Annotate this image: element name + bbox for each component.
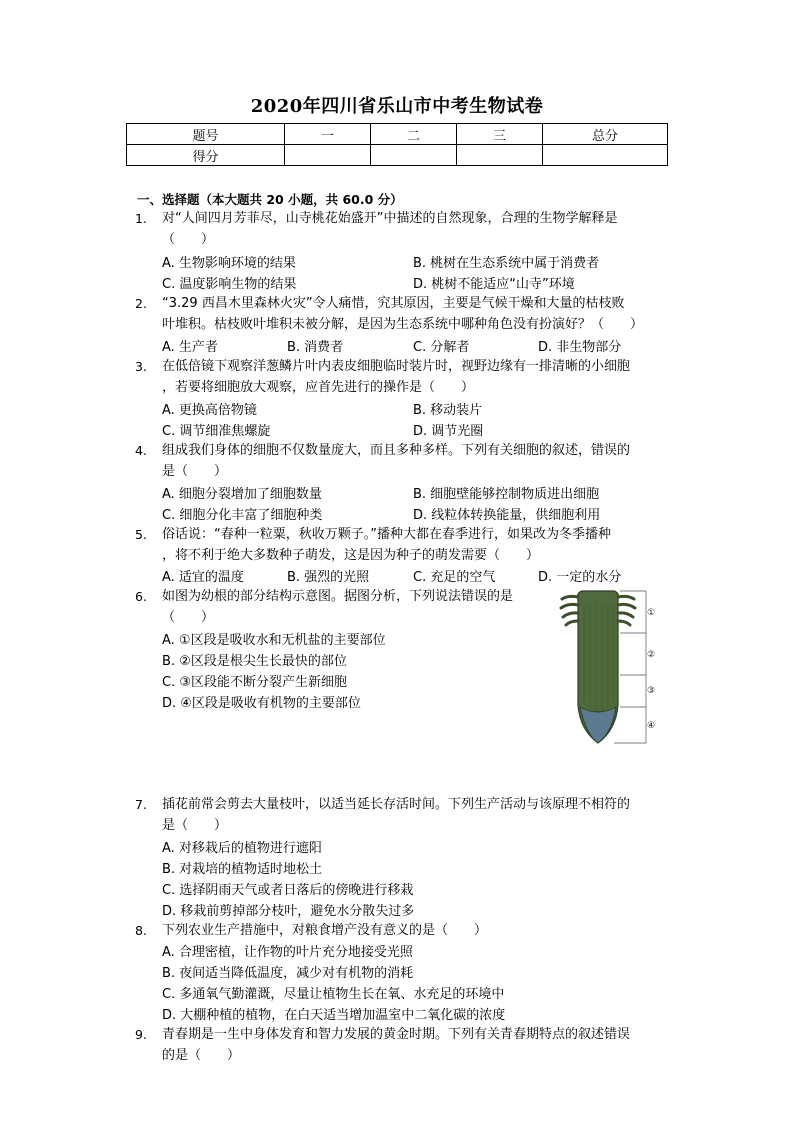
score-header-row — [127, 124, 668, 145]
root-cap-shape — [580, 707, 616, 743]
option-b[interactable]: B. ②区段是根尖生长最快的部位 — [162, 654, 347, 669]
header-cell-one: 一 — [285, 124, 371, 145]
exam-title: 2020年四川省乐山市中考生物试卷 — [250, 96, 544, 117]
option-b[interactable]: B. 移动装片 — [413, 403, 483, 418]
question-text-line: ，将不利于绝大多数种子萌发，这是因为种子的萌发需要（ ） — [162, 548, 540, 563]
option-c[interactable]: C. 温度影响生物的结果 — [162, 277, 297, 292]
question-text-line: 俗话说：“春种一粒粟，秋收万颗子。”播种大都在春季进行，如果改为冬季播种 — [162, 527, 611, 542]
option-c[interactable]: C. 充足的空气 — [413, 570, 496, 585]
option-a[interactable]: A. 合理密植，让作物的叶片充分地接受光照 — [162, 945, 413, 960]
option-a[interactable]: A. 适宜的温度 — [162, 570, 244, 585]
question-text-line: 下列农业生产措施中，对粮食增产没有意义的是（ ） — [162, 923, 488, 938]
question-text-line: 青春期是一生中身体发育和智力发展的黄金时期。下列有关青春期特点的叙述错误 — [162, 1027, 631, 1042]
question-text-line: 插花前常会剪去大量枝叶，以适当延长存活时间。下列生产活动与该原理不相符的 — [162, 797, 631, 812]
option-b[interactable]: B. 细胞壁能够控制物质进出细胞 — [413, 487, 600, 502]
question-text-line: （ ） — [162, 232, 215, 247]
zone-label-4: ④ — [647, 721, 656, 731]
question-text-line: 组成我们身体的细胞不仅数量庞大，而且多种多样。下列有关细胞的叙述，错误的 — [162, 443, 631, 458]
question-number: 6. — [135, 589, 147, 604]
option-d[interactable]: D. 桃树不能适应“山寺”环境 — [413, 277, 575, 292]
option-c[interactable]: C. 多通氧气勤灌溉，尽量让植物生长在氧、水充足的环境中 — [162, 987, 505, 1002]
question-number: 4. — [135, 443, 147, 458]
question-text-line: 在低倍镜下观察洋葱鳞片叶内表皮细胞临时装片时，视野边缘有一排清晰的小细胞 — [162, 359, 631, 374]
option-d[interactable]: D. 非生物部分 — [538, 340, 622, 355]
question-text-line: 的是（ ） — [162, 1048, 241, 1063]
option-b[interactable]: B. 强烈的光照 — [287, 570, 370, 585]
question-text-line: “3.29 西昌木里森林火灾”令人痛惜，究其原因，主要是气候干燥和大量的枯枝败 — [162, 296, 625, 311]
root-tip-diagram — [556, 585, 662, 747]
option-b[interactable]: B. 消费者 — [287, 340, 344, 355]
option-c[interactable]: C. 选择阴雨天气或者日落后的傍晚进行移栽 — [162, 883, 414, 898]
option-d[interactable]: D. 调节光圈 — [413, 424, 484, 439]
question-text-line: 是（ ） — [162, 464, 228, 479]
option-b[interactable]: B. 桃树在生态系统中属于消费者 — [413, 256, 600, 271]
root-tip-figure — [556, 585, 662, 747]
option-d[interactable]: D. 大棚种植的植物，在白天适当增加温室中二氧化碳的浓度 — [162, 1008, 506, 1023]
zone-label-1: ① — [647, 608, 656, 618]
question-number: 7. — [135, 797, 147, 812]
question-text-line: （ ） — [162, 610, 215, 625]
option-a[interactable]: A. 细胞分裂增加了细胞数量 — [162, 487, 322, 502]
section-title: 一、选择题（本大题共 20 小题，共 60.0 分） — [137, 192, 403, 207]
question-text-line: 对“人间四月芳菲尽，山寺桃花始盛开”中描述的自然现象，合理的生物学解释是 — [162, 211, 618, 226]
zone-label-2: ② — [647, 650, 656, 660]
header-cell-number: 题号 — [127, 124, 285, 145]
option-d[interactable]: D. 线粒体转换能量，供细胞利用 — [413, 508, 601, 523]
question-number: 2. — [135, 296, 147, 311]
option-c[interactable]: C. 分解者 — [413, 340, 470, 355]
question-text-line: ，若要将细胞放大观察，应首先进行的操作是（ ） — [162, 380, 475, 395]
option-a[interactable]: A. 对移栽后的植物进行遮阳 — [162, 841, 322, 856]
question-text-line: 如图为幼根的部分结构示意图。据图分析，下列说法错误的是 — [162, 589, 514, 604]
option-b[interactable]: B. 对栽培的植物适时地松土 — [162, 862, 323, 877]
score-cell[interactable] — [371, 145, 457, 166]
score-value-row — [127, 145, 668, 166]
option-d[interactable]: D. 一定的水分 — [538, 570, 622, 585]
option-c[interactable]: C. 调节细准焦螺旋 — [162, 424, 271, 439]
question-number: 5. — [135, 527, 147, 542]
option-a[interactable]: A. 生物影响环境的结果 — [162, 256, 296, 271]
option-c[interactable]: C. ③区段能不断分裂产生新细胞 — [162, 675, 347, 690]
option-d[interactable]: D. ④区段是吸收有机物的主要部位 — [162, 696, 361, 711]
score-cell[interactable] — [457, 145, 543, 166]
header-cell-three: 三 — [457, 124, 543, 145]
question-text-line: 是（ ） — [162, 818, 228, 833]
question-number: 1. — [135, 211, 147, 226]
score-table — [126, 123, 668, 166]
header-cell-two: 二 — [371, 124, 457, 145]
option-b[interactable]: B. 夜间适当降低温度，减少对有机物的消耗 — [162, 966, 414, 981]
option-a[interactable]: A. ①区段是吸收水和无机盐的主要部位 — [162, 633, 386, 648]
zone-label-3: ③ — [647, 686, 656, 696]
question-number: 3. — [135, 359, 147, 374]
question-number: 8. — [135, 923, 147, 938]
option-a[interactable]: A. 更换高倍物镜 — [162, 403, 257, 418]
score-cell[interactable] — [285, 145, 371, 166]
option-a[interactable]: A. 生产者 — [162, 340, 218, 355]
question-number: 9. — [135, 1027, 147, 1042]
score-cell[interactable] — [543, 145, 668, 166]
option-c[interactable]: C. 细胞分化丰富了细胞种类 — [162, 508, 323, 523]
question-text-line: 叶堆积。枯枝败叶堆积未被分解，是因为生态系统中哪种角色没有扮演好？（ ） — [162, 317, 644, 332]
option-d[interactable]: D. 移栽前剪掉部分枝叶，避免水分散失过多 — [162, 904, 415, 919]
row-label-score: 得分 — [127, 145, 285, 166]
header-cell-total: 总分 — [543, 124, 668, 145]
